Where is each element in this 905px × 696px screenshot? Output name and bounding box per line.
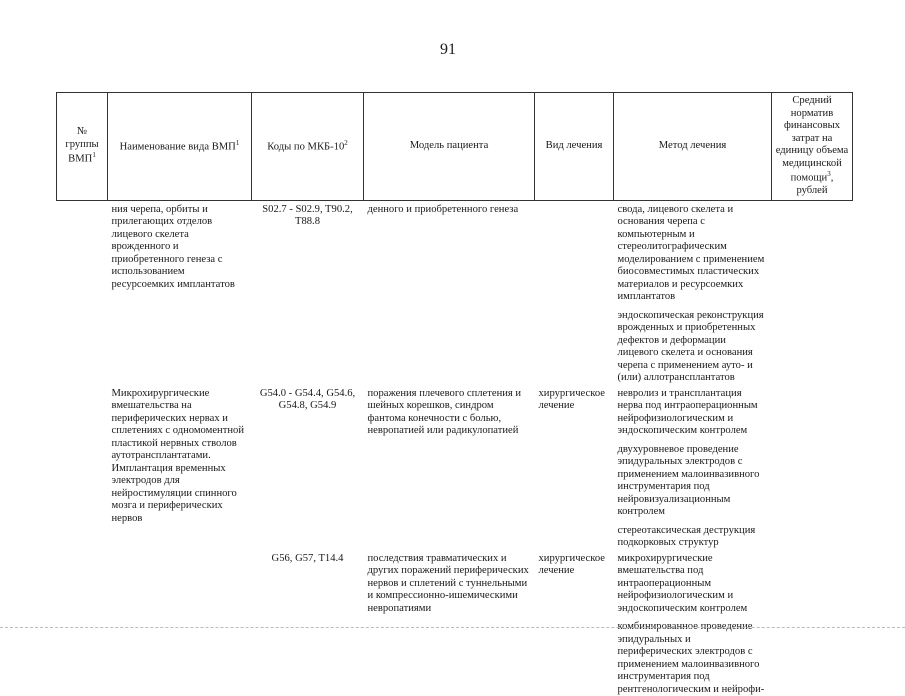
method-item: невролиз и трансплантация нерва под интраоперационным нейрофизиологическим и эндоскопическим контролем [617,387,758,437]
method-item: стереотаксическая деструкция подкорковых структур [617,524,756,549]
cell-method [614,385,772,550]
cell-model: поражения плечевого сплетения и шейных корешков, синдром фантома конечности с болью, невропатией или радикулопатией [367,387,522,437]
cell-model: денного и приобретенного генеза [367,203,519,215]
header-method: Метод лечения [614,93,772,201]
table-header-row [57,93,853,201]
cell-treatment: хирургическое лечение [538,387,605,412]
cell-name [108,550,252,696]
page-number: 91 [440,41,456,58]
cell-name: Микрохирургические вмешательства на периферических нервах и сплетениях с одномоментной пластикой нервных стволов аутотрансплантатами. Имплантация временных электродов для нейростимуляции спинного мозга и периферических нервов [111,387,244,524]
method-item: комбинированное проведение эпидуральных и периферических электродов с применением малоинвазивного инструментария под рентгенологическим и нейрофи- [617,621,765,695]
cell-treatment [535,200,614,385]
page-bottom-divider [0,627,905,629]
method-item: микрохирургические вмешательства под интраоперационным нейрофизиологическим и эндоскопическим контролем [617,552,748,614]
cell-group [57,385,108,550]
method-item: эндоскопическая реконструкция врожденных и приобретенных дефектов и деформации лицевого скелета и основания черепа с применением ауто- и (или) аллотрансплантатов [617,309,764,384]
cell-treatment: хирургическое лечение [538,552,605,577]
header-treatment-type: Вид лечения [535,93,614,201]
cell-method [614,550,772,696]
header-group-no: № группы ВМП$^1$ [57,93,108,201]
method-item: свода, лицевого скелета и основания черепа с компьютерным и стереолитографическим моделированием с применением биосовместимых пластических материалов и ресурсоемких имплантатов [617,203,765,303]
table-row [57,550,853,696]
cell-cost [772,200,853,385]
cell-group [57,550,108,696]
cell-cost [772,550,853,696]
table-row [57,385,853,550]
header-cost: Средний норматив финансовых затрат на единицу объема медицинской помощи$^3$, рублей [772,93,853,201]
cell-model: последствия травматических и других поражений периферических нервов и сплетений с туннельными и компрессионно-ишемическими невропатиями [367,552,529,614]
cell-method [614,200,772,385]
table-row [57,200,853,385]
header-model: Модель пациента [364,93,535,201]
cell-codes: G56, G57, T14.4 [271,552,344,564]
cell-group [57,200,108,385]
cell-cost [772,385,853,550]
header-name: Наименование вида ВМП$^1$ [108,93,252,201]
cell-name: ния черепа, орбиты и прилегающих отделов лицевого скелета врожденного и приобретенного генеза с использованием ресурсоемких имплантатов [111,203,235,290]
cell-codes: G54.0 - G54.4, G54.6, G54.8, G54.9 [259,387,356,412]
method-item: двухуровневое проведение эпидуральных электродов с применением малоинвазивного инструментария под нейровизуализационным контролем [617,443,760,518]
cell-codes: S02.7 - S02.9, T90.2, T88.8 [262,203,353,228]
header-codes: Коды по МКБ-$10^2$ [252,93,364,201]
vmp-table [56,92,853,696]
